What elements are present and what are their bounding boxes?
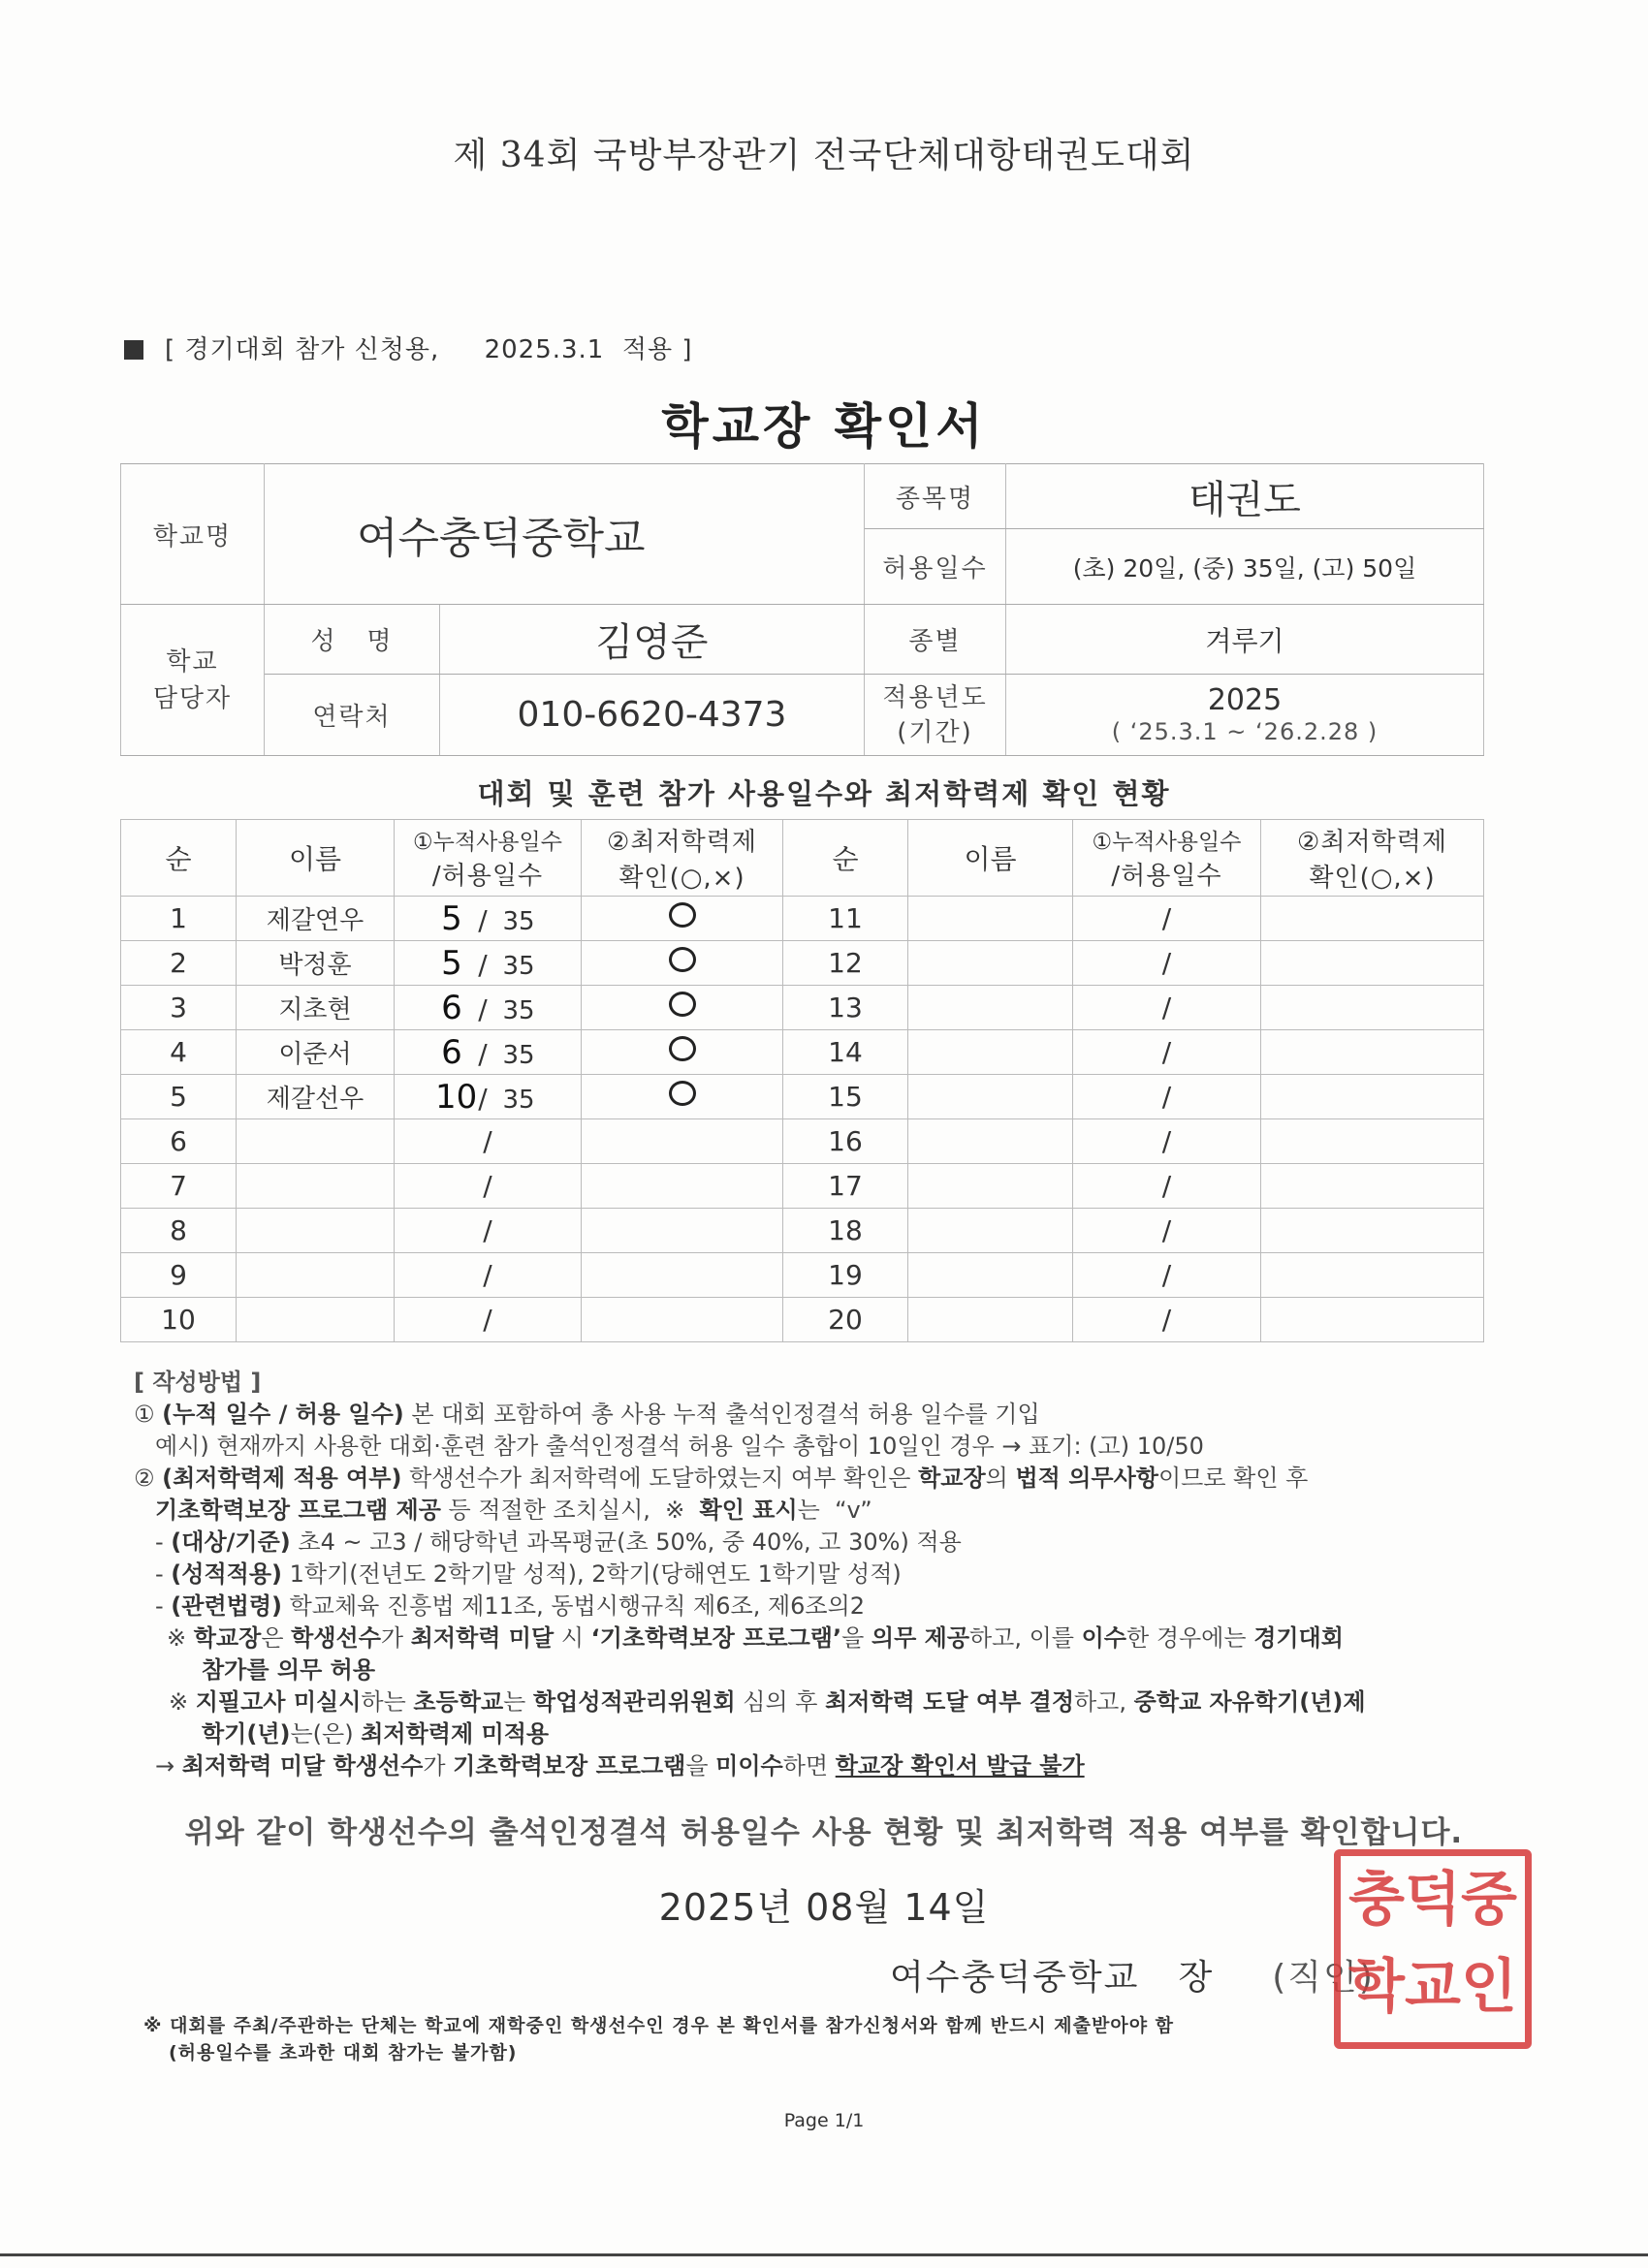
min-check-cell bbox=[582, 1119, 783, 1164]
scan-edge-line bbox=[0, 2253, 1648, 2256]
method-line-12: → 최저학력 미달 학생선수가 기초학력보장 프로그램을 미이수하면 학교장 확인서 발급 불가 bbox=[155, 1752, 1085, 1780]
cell-text: 14 bbox=[828, 1036, 863, 1068]
slash: / bbox=[483, 1170, 492, 1202]
row-number-right bbox=[783, 941, 908, 986]
student-name-right bbox=[908, 941, 1073, 986]
sport-label: 종목명 bbox=[865, 464, 1006, 529]
min-check-cell bbox=[582, 986, 783, 1030]
student-name bbox=[237, 941, 395, 986]
days-cell-right bbox=[1073, 1209, 1261, 1253]
header-no-right: 순 bbox=[783, 820, 908, 897]
roster-header-row bbox=[121, 820, 1484, 897]
used-days: 5 bbox=[441, 943, 462, 983]
allow-days-label: 허용일수 bbox=[865, 529, 1006, 605]
cell-text: 1 bbox=[170, 902, 187, 934]
method-line-10: ※ 지필고사 미실시하는 초등학교는 학업성적관리위원회 심의 후 최저학력 도달 여부 결정하고, 중학교 자유학기(년)제 bbox=[169, 1688, 1366, 1716]
min-check-cell bbox=[582, 1209, 783, 1253]
days-cell bbox=[395, 1298, 582, 1342]
header-no: 순 bbox=[121, 820, 237, 897]
cell-text: 18 bbox=[828, 1214, 863, 1246]
cell-text: 13 bbox=[828, 992, 863, 1024]
method-line-3: ② (최저학력제 적용 여부) 학생선수가 최저학력에 도달하였는지 여부 확인은 학교장의 법적 의무사항이므로 확인 후 bbox=[134, 1465, 1309, 1492]
name-label: 성 명 bbox=[265, 605, 440, 675]
slash: / bbox=[1161, 1170, 1172, 1202]
allowed-days: 35 bbox=[502, 1040, 535, 1070]
method-line-5: - (대상/기준) 초4 ~ 고3 / 해당학년 과목평균(초 50%, 중 40%, 고 30%) 적용 bbox=[155, 1528, 962, 1556]
cell-text: 제갈선우 bbox=[266, 1085, 364, 1114]
table-row bbox=[121, 986, 1484, 1030]
row-number bbox=[121, 986, 237, 1030]
min-check-cell bbox=[582, 941, 783, 986]
days-cell-right bbox=[1073, 1030, 1261, 1075]
cell-text: 제갈연우 bbox=[266, 906, 364, 935]
header-min-right-line2: 확인(○,×) bbox=[1309, 864, 1436, 893]
cell-text: 8 bbox=[170, 1214, 187, 1246]
table-row bbox=[121, 1030, 1484, 1075]
table-row bbox=[121, 1209, 1484, 1253]
slash: / bbox=[483, 1214, 492, 1246]
days-cell-right bbox=[1073, 897, 1261, 941]
student-name bbox=[237, 897, 395, 941]
circle-check-mark bbox=[669, 1081, 696, 1106]
slash: / bbox=[1161, 1259, 1172, 1291]
row-number-right bbox=[783, 1253, 908, 1298]
days-cell bbox=[395, 1075, 582, 1119]
student-name-right bbox=[908, 897, 1073, 941]
header-min-line1: ②최저학력제 bbox=[607, 828, 757, 857]
student-name-right bbox=[908, 1030, 1073, 1075]
slash: / bbox=[1161, 992, 1172, 1024]
slash: / bbox=[483, 1125, 492, 1157]
student-name bbox=[237, 1030, 395, 1075]
min-check-cell-right bbox=[1261, 1253, 1484, 1298]
slash: / bbox=[483, 1304, 492, 1336]
seal-label: (직인) bbox=[1272, 1958, 1375, 1998]
min-check-cell-right bbox=[1261, 986, 1484, 1030]
manager-label-line1: 학교 bbox=[166, 646, 219, 677]
table-row bbox=[121, 1164, 1484, 1209]
student-name-right bbox=[908, 1164, 1073, 1209]
roster-table bbox=[120, 819, 1484, 1342]
student-name-right bbox=[908, 986, 1073, 1030]
student-name bbox=[237, 1075, 395, 1119]
method-line-2: 예시) 현재까지 사용한 대회·훈련 참가 출석인정결석 허용 일수 총합이 10일인 경우 → 표기: (고) 10/50 bbox=[155, 1433, 1204, 1460]
header-name-right: 이름 bbox=[908, 820, 1073, 897]
days-cell bbox=[395, 1209, 582, 1253]
writing-method bbox=[134, 1367, 1510, 1782]
cell-text: 16 bbox=[828, 1125, 863, 1157]
header-days-right-line1: ①누적사용일수 bbox=[1092, 830, 1242, 855]
footnote bbox=[143, 2012, 1520, 2066]
slash: / bbox=[1161, 1304, 1172, 1336]
min-check-cell-right bbox=[1261, 1209, 1484, 1253]
min-check-cell bbox=[582, 1298, 783, 1342]
row-number bbox=[121, 897, 237, 941]
row-number bbox=[121, 1164, 237, 1209]
slash: / bbox=[1161, 1125, 1172, 1157]
year-cell bbox=[1006, 675, 1484, 756]
table-row bbox=[121, 1119, 1484, 1164]
status-title: 대회 및 훈련 참가 사용일수와 최저학력제 확인 현황 bbox=[477, 777, 1171, 810]
footnote-line-1: ※ 대회를 주최/주관하는 단체는 학교에 재학중인 학생선수인 경우 본 확인서를 참가신청서와 함께 반드시 제출받아야 함 bbox=[143, 2015, 1175, 2036]
cell-text: 12 bbox=[828, 947, 863, 979]
slash: / bbox=[1161, 902, 1172, 934]
days-cell-right bbox=[1073, 986, 1261, 1030]
student-name-right bbox=[908, 1075, 1073, 1119]
min-check-cell bbox=[582, 897, 783, 941]
sport-value: 태권도 bbox=[1006, 464, 1484, 529]
min-check-cell-right bbox=[1261, 941, 1484, 986]
days-cell-right bbox=[1073, 1119, 1261, 1164]
student-name-right bbox=[908, 1253, 1073, 1298]
method-line-11: 학기(년)는(은) 최저학력제 미적용 bbox=[202, 1720, 550, 1748]
slash: / bbox=[1161, 1081, 1172, 1113]
days-cell bbox=[395, 897, 582, 941]
header-name: 이름 bbox=[237, 820, 395, 897]
table-row bbox=[121, 1075, 1484, 1119]
cell-text: 9 bbox=[170, 1259, 187, 1291]
row-number-right bbox=[783, 1030, 908, 1075]
cell-text: 17 bbox=[828, 1170, 863, 1202]
slash: / bbox=[478, 948, 488, 981]
used-days: 6 bbox=[441, 988, 462, 1027]
header-days-right bbox=[1073, 820, 1261, 897]
year-value: 2025 bbox=[1207, 682, 1283, 717]
event-title: 제 34회 국방부장관기 전국단체대항태권도대회 bbox=[453, 136, 1195, 175]
header-min-line2: 확인(○,×) bbox=[618, 864, 745, 893]
cell-text: 10 bbox=[161, 1304, 196, 1336]
min-check-cell-right bbox=[1261, 1030, 1484, 1075]
row-number-right bbox=[783, 1164, 908, 1209]
days-cell-right bbox=[1073, 1298, 1261, 1342]
min-check-cell bbox=[582, 1075, 783, 1119]
school-info-table bbox=[120, 463, 1484, 756]
period-value: ( ‘25.3.1 ~ ‘26.2.28 ) bbox=[1111, 717, 1379, 745]
days-cell bbox=[395, 1253, 582, 1298]
circle-check-mark bbox=[669, 1036, 696, 1061]
days-cell bbox=[395, 1119, 582, 1164]
square-bullet-icon bbox=[124, 340, 143, 360]
min-check-cell-right bbox=[1261, 1298, 1484, 1342]
method-heading: [ 작성방법 ] bbox=[134, 1369, 262, 1396]
method-line-1: ① (누적 일수 / 허용 일수) 본 대회 포함하여 총 사용 누적 출석인정결석 허용 일수를 기입 bbox=[134, 1401, 1040, 1428]
header-days-line2: /허용일수 bbox=[431, 862, 544, 891]
header-days-right-line2: /허용일수 bbox=[1111, 862, 1222, 891]
footnote-line-2: (허용일수를 초과한 대회 참가는 불가함) bbox=[169, 2042, 518, 2063]
slash: / bbox=[1161, 1036, 1172, 1068]
row-number bbox=[121, 1253, 237, 1298]
student-name bbox=[237, 1164, 395, 1209]
usage-text: [ 경기대회 참가 신청용, 2025.3.1 적용 ] bbox=[165, 335, 693, 364]
allow-days-value: (초) 20일, (중) 35일, (고) 50일 bbox=[1006, 529, 1484, 605]
year-label bbox=[865, 675, 1006, 756]
issue-date: 2025년 08월 14일 bbox=[658, 1886, 990, 1929]
days-cell bbox=[395, 1164, 582, 1209]
cell-text: 이준서 bbox=[278, 1040, 352, 1069]
slash: / bbox=[478, 992, 488, 1025]
row-number bbox=[121, 1030, 237, 1075]
principal-signature-line bbox=[890, 1950, 1375, 2000]
method-line-9: 참가를 의무 허용 bbox=[202, 1656, 375, 1684]
header-days-line1: ①누적사용일수 bbox=[413, 830, 562, 855]
table-row bbox=[121, 897, 1484, 941]
student-name bbox=[237, 986, 395, 1030]
principal-school: 여수충덕중학교 bbox=[890, 1958, 1140, 1998]
circle-check-mark bbox=[669, 902, 696, 928]
seal-text: 충덕중 학교인 bbox=[1348, 1866, 1517, 2021]
method-line-6: - (성적적용) 1학기(전년도 2학기말 성적), 2학기(당해연도 1학기말 성적) bbox=[155, 1560, 902, 1588]
days-cell bbox=[395, 986, 582, 1030]
usage-line bbox=[124, 330, 693, 365]
cell-text: 11 bbox=[828, 902, 863, 934]
circle-check-mark bbox=[669, 992, 696, 1017]
allowed-days: 35 bbox=[502, 951, 535, 981]
allowed-days: 35 bbox=[502, 1085, 535, 1115]
page-number: Page 1/1 bbox=[783, 2110, 865, 2131]
method-line-8: ※ 학교장은 학생선수가 최저학력 미달 시 ‘기초학력보장 프로그램’을 의무 제공하고, 이를 이수한 경우에는 경기대회 bbox=[167, 1624, 1344, 1652]
circle-check-mark bbox=[669, 947, 696, 972]
row-number bbox=[121, 1075, 237, 1119]
allowed-days: 35 bbox=[502, 995, 535, 1025]
principal-title: 장 bbox=[1178, 1958, 1215, 1998]
row-number bbox=[121, 1298, 237, 1342]
days-cell-right bbox=[1073, 941, 1261, 986]
kind-label: 종별 bbox=[865, 605, 1006, 675]
min-check-cell bbox=[582, 1030, 783, 1075]
header-min-right bbox=[1261, 820, 1484, 897]
row-number-right bbox=[783, 897, 908, 941]
row-number-right bbox=[783, 986, 908, 1030]
cell-text: 지초현 bbox=[278, 995, 352, 1024]
row-number-right bbox=[783, 1298, 908, 1342]
confirm-statement: 위와 같이 학생선수의 출석인정결석 허용일수 사용 현황 및 최저학력 적용 여부를 확인합니다. bbox=[184, 1815, 1464, 1850]
days-cell-right bbox=[1073, 1164, 1261, 1209]
slash: / bbox=[478, 1082, 488, 1115]
student-name bbox=[237, 1209, 395, 1253]
slash: / bbox=[1161, 947, 1172, 979]
slash: / bbox=[483, 1259, 492, 1291]
student-name-right bbox=[908, 1209, 1073, 1253]
kind-value: 겨루기 bbox=[1006, 605, 1484, 675]
slash: / bbox=[1161, 1214, 1172, 1246]
cell-text: 20 bbox=[828, 1304, 863, 1336]
cell-text: 5 bbox=[170, 1081, 187, 1113]
slash: / bbox=[478, 903, 488, 936]
min-check-cell bbox=[582, 1164, 783, 1209]
header-min bbox=[582, 820, 783, 897]
contact-value: 010-6620-4373 bbox=[440, 675, 865, 756]
manager-label bbox=[121, 605, 265, 756]
row-number bbox=[121, 941, 237, 986]
student-name bbox=[237, 1253, 395, 1298]
table-row bbox=[121, 1298, 1484, 1342]
header-days bbox=[395, 820, 582, 897]
method-line-7: - (관련법령) 학교체육 진흥법 제11조, 동법시행규칙 제6조, 제6조의2 bbox=[155, 1592, 866, 1620]
table-row bbox=[121, 1253, 1484, 1298]
year-label-line1: 적용년도 bbox=[882, 682, 988, 712]
days-cell-right bbox=[1073, 1253, 1261, 1298]
used-days: 5 bbox=[441, 898, 462, 938]
cell-text: 박정훈 bbox=[278, 951, 352, 980]
cell-text: 15 bbox=[828, 1081, 863, 1113]
cell-text: 6 bbox=[170, 1125, 187, 1157]
used-days: 10 bbox=[435, 1077, 478, 1117]
row-number-right bbox=[783, 1209, 908, 1253]
min-check-cell-right bbox=[1261, 1119, 1484, 1164]
manager-name: 김영준 bbox=[440, 605, 865, 675]
slash: / bbox=[478, 1037, 488, 1070]
min-check-cell bbox=[582, 1253, 783, 1298]
school-name: 여수충덕중학교 bbox=[265, 464, 865, 605]
min-check-cell-right bbox=[1261, 1164, 1484, 1209]
method-line-4: 기초학력보장 프로그램 제공 등 적절한 조치실시, ※ 확인 표시는 “v” bbox=[155, 1496, 872, 1524]
cell-text: 2 bbox=[170, 947, 187, 979]
min-check-cell-right bbox=[1261, 1075, 1484, 1119]
row-number bbox=[121, 1209, 237, 1253]
school-label: 학교명 bbox=[121, 464, 265, 605]
document-title: 학교장 확인서 bbox=[661, 398, 987, 455]
row-number bbox=[121, 1119, 237, 1164]
year-label-line2: (기간) bbox=[897, 717, 973, 747]
student-name-right bbox=[908, 1119, 1073, 1164]
table-row bbox=[121, 941, 1484, 986]
manager-label-line2: 담당자 bbox=[152, 683, 233, 713]
days-cell bbox=[395, 1030, 582, 1075]
cell-text: 19 bbox=[828, 1259, 863, 1291]
days-cell-right bbox=[1073, 1075, 1261, 1119]
student-name bbox=[237, 1119, 395, 1164]
student-name-right bbox=[908, 1298, 1073, 1342]
days-cell bbox=[395, 941, 582, 986]
student-name bbox=[237, 1298, 395, 1342]
used-days: 6 bbox=[441, 1032, 462, 1072]
row-number-right bbox=[783, 1075, 908, 1119]
allowed-days: 35 bbox=[502, 906, 535, 936]
cell-text: 4 bbox=[170, 1036, 187, 1068]
min-check-cell-right bbox=[1261, 897, 1484, 941]
contact-label: 연락처 bbox=[265, 675, 440, 756]
header-min-right-line1: ②최저학력제 bbox=[1297, 828, 1447, 857]
cell-text: 3 bbox=[170, 992, 187, 1024]
cell-text: 7 bbox=[170, 1170, 187, 1202]
row-number-right bbox=[783, 1119, 908, 1164]
